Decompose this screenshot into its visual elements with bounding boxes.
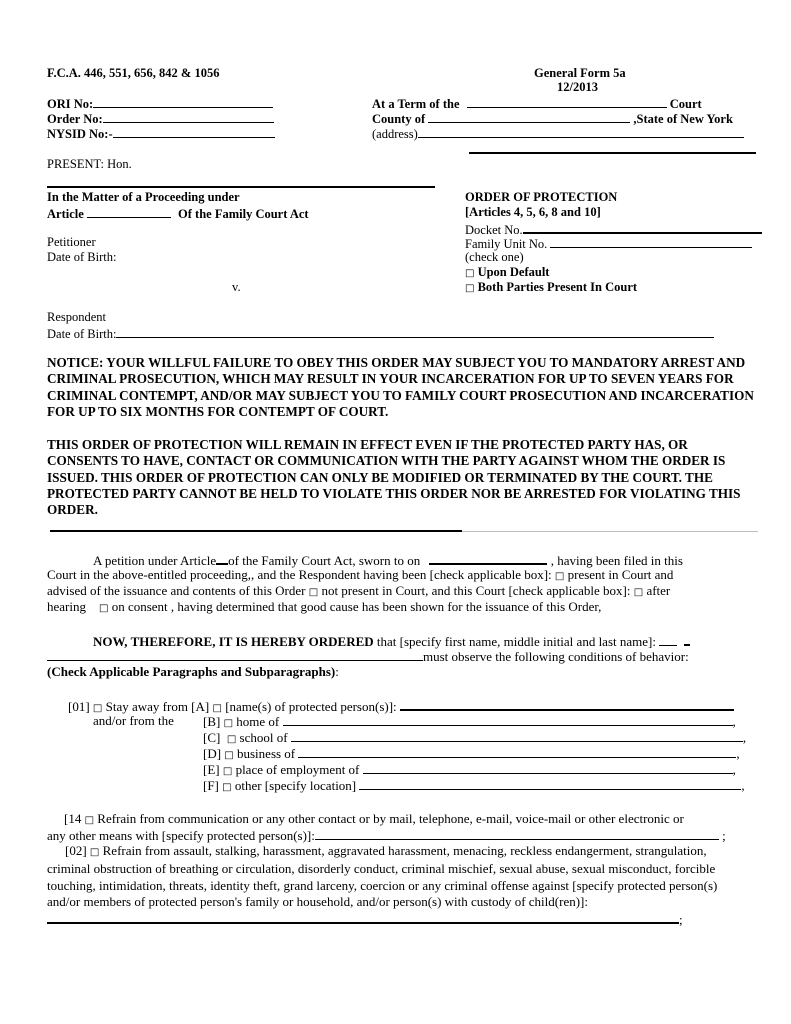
respondent-name-field[interactable]: [659, 633, 677, 646]
petitioner-dob-label: Date of Birth:: [47, 250, 117, 264]
order-no-field[interactable]: [103, 110, 274, 123]
present-in-court-checkbox[interactable]: □: [554, 571, 565, 582]
both-parties-checkbox[interactable]: □: [465, 283, 475, 294]
article-field[interactable]: [87, 205, 171, 218]
petition-line-4: hearing □ on consent , having determined that good cause has been shown for the issuance of this Order,: [47, 599, 602, 614]
notice-remain-in-effect: THIS ORDER OF PROTECTION WILL REMAIN IN EFFECT EVEN IF THE PROTECTED PARTY HAS, OR CONSENTS TO HAVE, CONTACT OR COMMUNICATION WITH THE PARTY AGAINST WHOM THE ORDER IS ISSUED. THIS ORDER OF PROTECTION CAN ONLY BE MODIFIED OR TERMINATED BY THE COURT. THE PROTECTED PARTY CANNOT BE HELD TO VIOLATE THIS ORDER NOR BE ARRESTED FOR VIOLATING THIS ORDER.: [47, 437, 741, 518]
petition-line-1: A petition under Article of the Family Court Act, sworn to on , having been filed in this: [93, 553, 683, 568]
petition-line-3: advised of the issuance and contents of this Order □ not present in Court, and this Court [check applicable box]: □ after: [47, 583, 671, 598]
address-field[interactable]: [418, 125, 744, 138]
condition-01-d: [D] □ business of ,: [203, 746, 740, 761]
condition-01-c: [C] □ school of ,: [203, 730, 747, 745]
docket-field[interactable]: [523, 220, 762, 234]
nysid-label: NYSID No:-: [47, 125, 275, 142]
condition-14-line-2: any other means with [specify protected person(s)]: ;: [47, 828, 726, 843]
school-checkbox[interactable]: □: [226, 734, 237, 745]
ori-field[interactable]: [93, 95, 273, 108]
upon-default-option[interactable]: □ Upon Default: [465, 265, 550, 279]
respondent-dob-label: Date of Birth:: [47, 325, 714, 342]
home-of-field[interactable]: [283, 713, 733, 726]
petition-line-2: Court in the above-entitled proceeding,, and the Respondent having been [check applicable box]: □ present in Court and: [47, 567, 674, 582]
form-name: General Form 5a: [534, 66, 626, 80]
condition-01-checkbox[interactable]: □: [92, 703, 103, 714]
condition-02-checkbox[interactable]: □: [89, 847, 100, 858]
family-unit-field[interactable]: [550, 235, 752, 248]
petitioner-label: Petitioner: [47, 235, 96, 249]
must-observe-line: must observe the following conditions of behavior:: [47, 648, 689, 665]
protected-persons-field[interactable]: [400, 697, 734, 711]
home-checkbox[interactable]: □: [223, 718, 234, 729]
caption-top-rule: [47, 186, 435, 188]
now-therefore-line: NOW, THEREFORE, IT IS HEREBY ORDERED that [specify first name, middle initial and last name]:: [93, 632, 690, 650]
respondent-dob-field[interactable]: [116, 325, 714, 338]
address-continuation-line[interactable]: [469, 152, 756, 154]
nysid-field[interactable]: [113, 125, 275, 138]
check-applicable-heading: (Check Applicable Paragraphs and Subparagraphs):: [47, 664, 339, 679]
condition-14: [14 □ Refrain from communication or any other contact or by mail, telephone, e-mail, voice-mail or other electronic or: [64, 811, 684, 826]
docket-label: Docket No.: [465, 220, 762, 238]
address-line: (address): [372, 125, 744, 142]
employment-of-field[interactable]: [363, 761, 733, 774]
after-hearing-checkbox[interactable]: □: [633, 587, 644, 598]
on-consent-checkbox[interactable]: □: [98, 603, 109, 614]
respondent-label: Respondent: [47, 310, 107, 324]
notice-divider-gray: [462, 531, 758, 532]
ori-label: ORI No:: [47, 95, 273, 112]
articles-list: [Articles 4, 5, 6, 8 and 10]: [465, 205, 601, 219]
not-present-checkbox[interactable]: □: [308, 587, 319, 598]
check-one-label: (check one): [465, 250, 524, 264]
notice-divider: [50, 530, 462, 532]
respondent-name-continued[interactable]: [47, 648, 423, 661]
term-field[interactable]: [467, 95, 667, 108]
term-line: At a Term of the Court: [372, 97, 702, 111]
other-location-checkbox[interactable]: □: [222, 782, 232, 793]
business-checkbox[interactable]: □: [224, 750, 234, 761]
employment-checkbox[interactable]: □: [222, 766, 233, 777]
condition-01-e: [E] □ place of employment of ,: [203, 762, 736, 777]
article-line: Article Of the Family Court Act: [47, 207, 309, 221]
order-label: Order No:: [47, 110, 274, 127]
no-contact-persons-field[interactable]: [315, 827, 719, 840]
matter-heading: In the Matter of a Proceeding under: [47, 190, 240, 204]
form-date: 12/2013: [557, 80, 598, 94]
county-line: County of ,State of New York: [372, 112, 733, 126]
condition-01a-checkbox[interactable]: □: [212, 703, 222, 714]
petition-article-field[interactable]: [216, 551, 228, 565]
business-of-field[interactable]: [298, 745, 736, 758]
condition-01: [01] □ Stay away from [A] □ [name(s) of protected person(s)]:: [68, 697, 734, 717]
present-hon: PRESENT: Hon.: [47, 157, 132, 171]
sworn-date-field[interactable]: [429, 551, 547, 565]
school-of-field[interactable]: [291, 729, 743, 742]
other-location-field[interactable]: [359, 777, 741, 790]
condition-01-b: [B] □ home of ,: [203, 714, 736, 729]
statute-reference: F.C.A. 446, 551, 656, 842 & 1056: [47, 66, 220, 80]
notice-contempt: NOTICE: YOUR WILLFUL FAILURE TO OBEY THIS ORDER MAY SUBJECT YOU TO MANDATORY ARREST AND CRIMINAL PROSECUTION, WHICH MAY RESULT IN YOUR INCARCERATION FOR UP TO SEVEN YEARS FOR CRIMINAL CONTEMPT, AND/OR MAY SUBJECT YOU TO FAMILY COURT PROSECUTION AND INCARCERATION FOR UP TO SIX MONTHS FOR CONTEMPT OF COURT.: [47, 355, 754, 419]
upon-default-checkbox[interactable]: □: [465, 268, 475, 279]
order-title: ORDER OF PROTECTION: [465, 190, 618, 204]
both-parties-option[interactable]: □ Both Parties Present In Court: [465, 280, 638, 294]
condition-02: [02] □ Refrain from assault, stalking, harassment, aggravated harassment, menacing, reckless endangerment, strangulation, criminal obstruction of breathing or circulation, disorderly conduct, criminal mischief, sexual abuse, sexual misconduct, forcible touching, intimidation, threats, identity theft, grand larceny, coercion or any criminal offense against [specify protected person(s) and/or members of protected person's family or household, and/or person(s) with custody of child(ren)]:;: [47, 843, 718, 928]
family-unit-label: Family Unit No.: [465, 235, 752, 252]
condition-01-f: [F] □ other [specify location] ,: [203, 778, 745, 793]
condition-14-checkbox[interactable]: □: [84, 815, 95, 826]
versus: v.: [232, 280, 241, 294]
refrain-persons-field[interactable]: [47, 910, 679, 924]
and-or-from-label: and/or from the: [93, 713, 174, 728]
county-field[interactable]: [428, 110, 630, 123]
